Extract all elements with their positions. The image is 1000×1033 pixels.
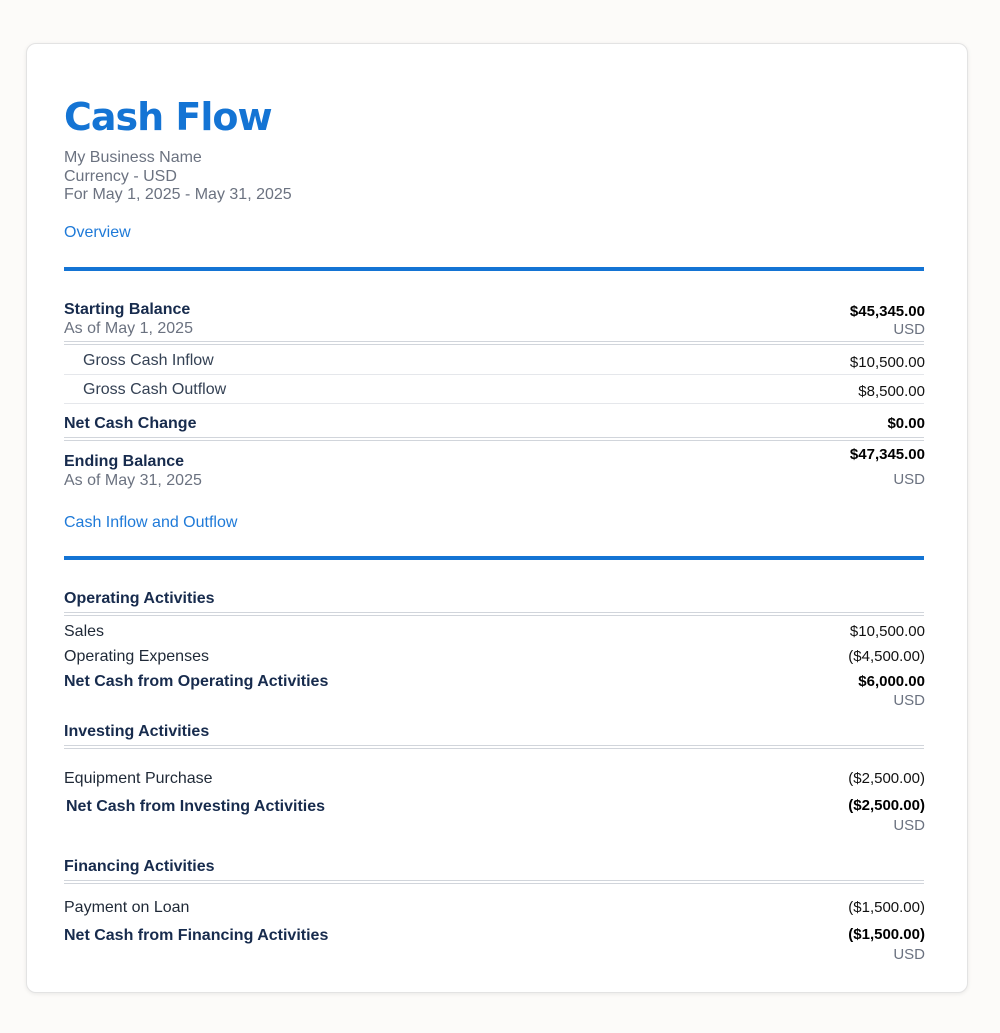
financing-row-amount: ($1,500.00) xyxy=(848,899,925,916)
financing-total-label: Net Cash from Financing Activities xyxy=(64,927,329,944)
overview-divider xyxy=(64,267,924,271)
starting-balance-label: Starting Balance xyxy=(64,301,191,318)
starting-balance-amount: $45,345.00 xyxy=(849,303,925,320)
ending-balance-amount: $47,345.00 xyxy=(849,446,925,463)
details-divider xyxy=(64,556,924,560)
ending-balance-date: As of May 31, 2025 xyxy=(64,472,202,489)
financing-total-amount: ($1,500.00) xyxy=(848,926,925,943)
gross-inflow-amount: $10,500.00 xyxy=(849,354,925,371)
divider xyxy=(64,374,924,375)
divider xyxy=(64,880,924,884)
financing-total-currency: USD xyxy=(893,946,925,963)
business-name: My Business Name xyxy=(64,149,202,166)
ending-balance-label: Ending Balance xyxy=(64,453,185,470)
page-title: Cash Flow xyxy=(64,95,272,139)
financing-heading: Financing Activities xyxy=(64,858,215,875)
financing-row-label: Payment on Loan xyxy=(64,899,190,916)
divider xyxy=(64,403,924,404)
operating-row-amount: ($4,500.00) xyxy=(848,648,925,665)
operating-row-amount: $10,500.00 xyxy=(849,623,925,640)
ending-balance-currency: USD xyxy=(893,471,925,488)
operating-total-label: Net Cash from Operating Activities xyxy=(64,673,329,690)
investing-row-label: Equipment Purchase xyxy=(64,770,213,787)
gross-inflow-label: Gross Cash Inflow xyxy=(83,352,214,369)
starting-balance-date: As of May 1, 2025 xyxy=(64,320,193,337)
report-card xyxy=(26,43,968,993)
operating-row-label: Sales xyxy=(64,623,105,640)
report-period: For May 1, 2025 - May 31, 2025 xyxy=(64,186,292,203)
investing-total-label: Net Cash from Investing Activities xyxy=(66,798,326,815)
divider xyxy=(64,745,924,749)
gross-outflow-amount: $8,500.00 xyxy=(858,383,925,400)
operating-heading: Operating Activities xyxy=(64,590,215,607)
gross-outflow-label: Gross Cash Outflow xyxy=(83,381,227,398)
cash-inflow-outflow-link[interactable]: Cash Inflow and Outflow xyxy=(64,514,238,531)
operating-row-label: Operating Expenses xyxy=(64,648,209,665)
starting-balance-currency: USD xyxy=(893,321,925,338)
divider xyxy=(64,437,924,441)
operating-total-amount: $6,000.00 xyxy=(858,673,925,690)
investing-heading: Investing Activities xyxy=(64,723,210,740)
currency-info: Currency - USD xyxy=(64,168,177,185)
divider xyxy=(64,612,924,616)
divider xyxy=(64,341,924,345)
operating-total-currency: USD xyxy=(893,692,925,709)
investing-total-amount: ($2,500.00) xyxy=(848,797,925,814)
investing-row-amount: ($2,500.00) xyxy=(848,770,925,787)
net-change-label: Net Cash Change xyxy=(64,415,197,432)
investing-total-currency: USD xyxy=(893,817,925,834)
overview-link[interactable]: Overview xyxy=(64,224,131,241)
net-change-amount: $0.00 xyxy=(887,415,925,432)
